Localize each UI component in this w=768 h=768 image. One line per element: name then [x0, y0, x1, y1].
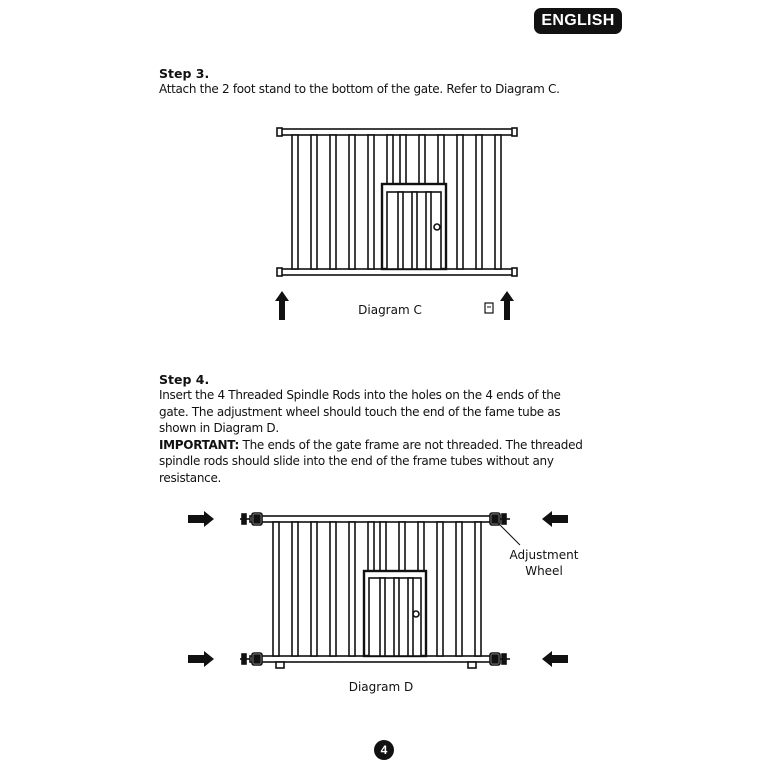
left-stand-arrow-icon	[274, 291, 289, 320]
important-label: IMPORTANT:	[159, 437, 240, 452]
important-text: The ends of the gate frame are not threaded. The threaded	[239, 437, 583, 452]
important-text-line: spindle rods should slide into the end of the frame tubes without any	[159, 454, 554, 469]
step-4-text	[159, 387, 589, 487]
page-number: 4	[374, 740, 394, 760]
step-4-text-line: gate. The adjustment wheel should touch the end of the fame tube as	[159, 404, 561, 419]
diagram-c	[274, 126, 520, 326]
step-3-text: Attach the 2 foot stand to the bottom of the gate. Refer to Diagram C.	[159, 82, 560, 96]
diagram-d	[180, 505, 580, 680]
right-stand-arrow-icon	[485, 291, 514, 320]
arrow-left-icon	[542, 511, 568, 527]
arrow-right-icon	[188, 651, 214, 667]
step-4-title: Step 4.	[159, 372, 210, 387]
step-4-text-line: Insert the 4 Threaded Spindle Rods into the holes on the 4 ends of the	[159, 388, 561, 402]
step-3-title: Step 3.	[159, 66, 210, 81]
callout-line: Adjustment	[509, 548, 579, 562]
arrow-right-icon	[188, 511, 214, 527]
diagram-c-caption: Diagram C	[358, 303, 422, 317]
important-note	[159, 437, 589, 454]
callout-line: Wheel	[525, 564, 563, 578]
step-4-text-line: shown in Diagram D.	[159, 421, 279, 436]
arrow-left-icon	[542, 651, 568, 667]
adjustment-wheel-callout	[499, 547, 589, 579]
language-badge: ENGLISH	[534, 8, 622, 34]
diagram-d-caption: Diagram D	[348, 680, 414, 694]
callout-leader-line	[498, 523, 520, 545]
important-text-line: resistance.	[159, 470, 222, 485]
